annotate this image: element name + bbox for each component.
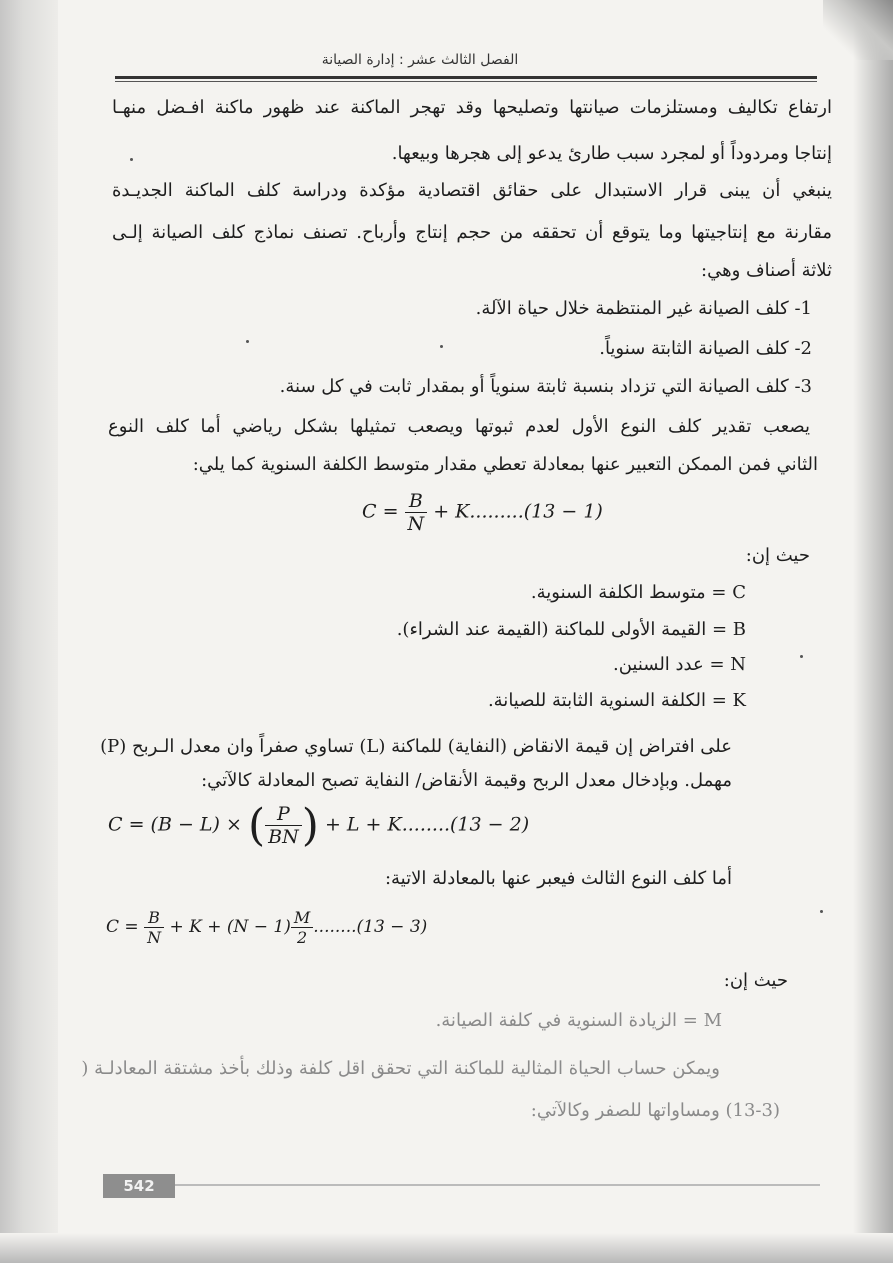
paragraph-line-4: مقارنة مع إنتاجيتها وما يتوقع أن تحققه من حجم إنتاج وأرباح. تصنف نماذج كلف الصيانة إلـى <box>112 222 832 243</box>
eq2-paren-close: ) <box>301 800 319 851</box>
header-rule-thin <box>115 81 817 82</box>
definition-M: M = الزيادة السنوية في كلفة الصيانة. <box>435 1010 722 1031</box>
paragraph-line-8: على افتراض إن قيمة الانقاض (النفاية) للماكنة (L) تساوي صفراً وان معدل الـربح (P) <box>100 736 732 757</box>
scan-shadow-right <box>853 0 893 1263</box>
paragraph-line-1: ارتفاع تكاليف ومستلزمات صيانتها وتصليحها وقد تهجر الماكنة عند ظهور ماكنة افـضل منهـا <box>112 97 832 118</box>
scan-speck <box>800 655 803 658</box>
scan-speck <box>440 345 443 348</box>
eq1-rest: + K.........(13 − 1) <box>433 500 603 523</box>
eq3-denominator-2: 2 <box>291 927 313 947</box>
where-label-2: حيث إن: <box>723 970 788 991</box>
definition-K: K = الكلفة السنوية الثابتة للصيانة. <box>487 690 746 711</box>
where-label-1: حيث إن: <box>745 545 810 566</box>
equation-13-3 <box>106 908 427 947</box>
eq1-fraction <box>405 490 428 535</box>
scan-speck <box>130 158 133 161</box>
eq2-denominator: BN <box>265 825 302 848</box>
eq3-rest: ........(13 − 3) <box>313 917 428 937</box>
definition-C: C = متوسط الكلفة السنوية. <box>530 582 746 603</box>
eq3-denominator-1: N <box>144 927 164 947</box>
paragraph-line-5: ثلاثة أصناف وهي: <box>701 260 832 281</box>
eq3-fraction-2 <box>291 908 313 947</box>
paragraph-line-2: إنتاجا ومردوداً أو لمجرد سبب طارئ يدعو إلى هجرها وبيعها. <box>391 143 832 164</box>
list-item-2: 2- كلف الصيانة الثابتة سنوياً. <box>599 338 812 359</box>
footer-rule <box>175 1184 820 1186</box>
equation-13-2 <box>108 800 529 851</box>
definition-N: N = عدد السنين. <box>612 654 746 675</box>
list-item-3: 3- كلف الصيانة التي تزداد بنسبة ثابتة سنوياً أو بمقدار ثابت في كل سنة. <box>279 376 812 397</box>
page-corner-fold <box>823 0 893 60</box>
eq2-lhs: C = (B − L) × <box>108 813 242 836</box>
chapter-header: الفصل الثالث عشر : إدارة الصيانة <box>321 52 519 68</box>
list-item-1: 1- كلف الصيانة غير المنتظمة خلال حياة الآلة. <box>475 298 812 319</box>
eq3-fraction-1 <box>144 908 164 947</box>
paragraph-line-10: أما كلف النوع الثالث فيعبر عنها بالمعادلة الاتية: <box>384 868 732 889</box>
eq1-denominator: N <box>405 512 428 535</box>
scan-shadow-left <box>0 0 58 1263</box>
paragraph-line-9: مهمل. وبإدخال معدل الربح وقيمة الأنقاض/ النفاية تصبح المعادلة كالآتي: <box>201 770 732 791</box>
definition-B: B = القيمة الأولى للماكنة (القيمة عند الشراء). <box>396 619 746 640</box>
page-number: 542 <box>103 1174 175 1198</box>
scan-shadow-bottom <box>0 1233 893 1263</box>
eq3-numerator-2: M <box>293 908 311 927</box>
eq3-mid: + K + (N − 1) <box>169 917 291 937</box>
paragraph-line-6: يصعب تقدير كلف النوع الأول لعدم ثبوتها ويصعب تمثيلها بشكل رياضي أما كلف النوع <box>108 416 810 437</box>
paragraph-line-12: (13-3) ومساواتها للصفر وكالآتي: <box>530 1100 780 1121</box>
scan-speck <box>246 340 249 343</box>
header-rule <box>115 76 817 79</box>
equation-13-1 <box>362 490 603 535</box>
eq1-lhs: C = <box>362 500 399 523</box>
eq1-numerator: B <box>408 490 423 512</box>
scan-speck <box>820 910 823 913</box>
paragraph-line-3: ينبغي أن يبنى قرار الاستبدال على حقائق اقتصادية مؤكدة ودراسة كلف الماكنة الجديـدة <box>112 180 832 201</box>
eq3-lhs: C = <box>106 917 139 937</box>
eq2-numerator: P <box>277 803 290 825</box>
eq2-rest: + L + K........(13 − 2) <box>324 813 530 836</box>
paragraph-line-7: الثاني فمن الممكن التعبير عنها بمعادلة تعطي مقدار متوسط الكلفة السنوية كما يلي: <box>192 454 818 475</box>
eq2-fraction <box>265 803 302 848</box>
paragraph-line-11: ويمكن حساب الحياة المثالية للماكنة التي تحقق اقل كلفة وذلك بأخذ مشتقة المعادلـة ( <box>81 1058 720 1079</box>
eq3-numerator-1: B <box>148 908 160 927</box>
eq2-paren-open: ( <box>247 800 266 851</box>
